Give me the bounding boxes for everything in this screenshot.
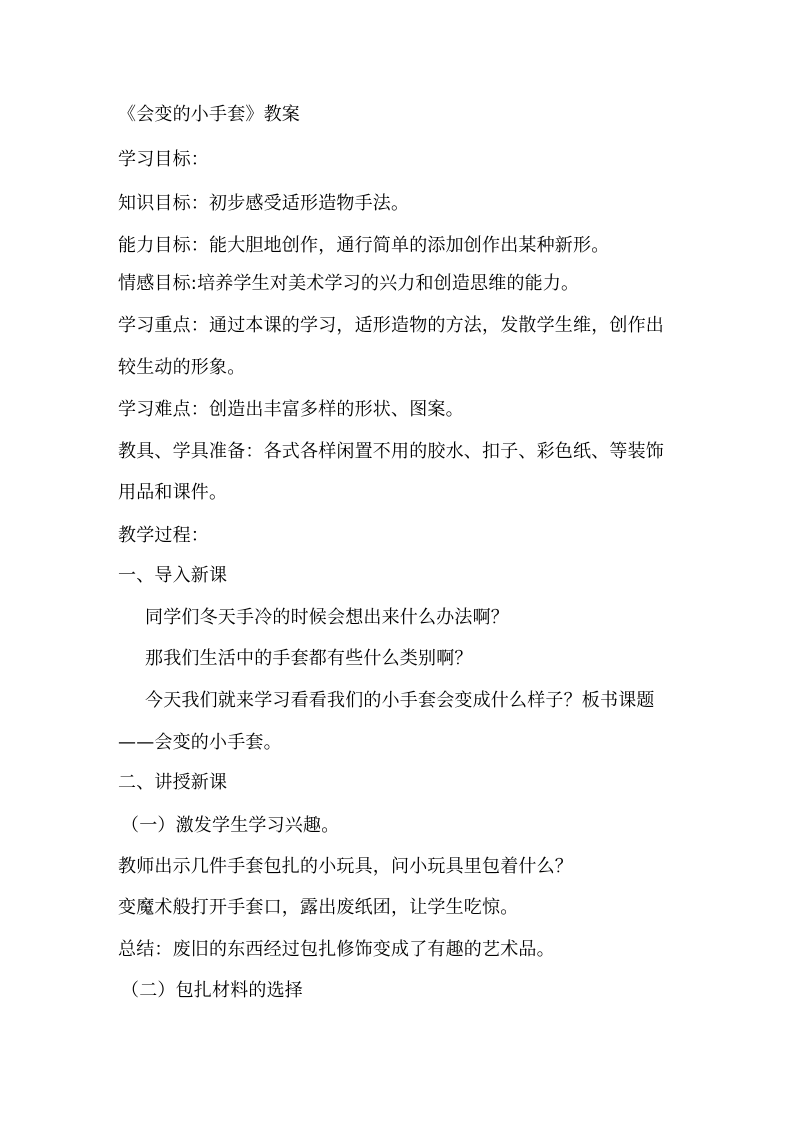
subsection-heading: （二）包扎材料的选择 bbox=[121, 980, 303, 1001]
paragraph-line: 用品和课件。 bbox=[118, 482, 228, 503]
section-heading: 一、导入新课 bbox=[118, 565, 228, 586]
section-heading: 教学过程： bbox=[118, 525, 209, 546]
section-heading: 二、讲授新课 bbox=[118, 772, 228, 793]
paragraph-line: 教师出示几件手套包扎的小玩具，问小玩具里包着什么？ bbox=[118, 856, 573, 877]
paragraph-line: 变魔术般打开手套口，露出废纸团，让学生吃惊。 bbox=[118, 897, 519, 918]
paragraph-line: 学习难点：创造出丰富多样的形状、图案。 bbox=[118, 399, 464, 420]
paragraph-line: 情感目标:培养学生对美术学习的兴力和创造思维的能力。 bbox=[118, 273, 580, 294]
section-heading: 学习目标： bbox=[118, 149, 209, 170]
paragraph-line: 今天我们就来学习看看我们的小手套会变成什么样子？板书课题 bbox=[145, 690, 655, 711]
document-title: 《会变的小手套》教案 bbox=[118, 104, 300, 125]
paragraph-line: 教具、学具准备：各式各样闲置不用的胶水、扣子、彩色纸、等装饰 bbox=[118, 441, 664, 462]
paragraph-line: 那我们生活中的手套都有些什么类别啊？ bbox=[145, 648, 473, 669]
paragraph-line: 能力目标：能大胆地创作，通行简单的添加创作出某种新形。 bbox=[118, 235, 610, 256]
paragraph-line: 总结：废旧的东西经过包扎修饰变成了有趣的艺术品。 bbox=[118, 939, 555, 960]
paragraph-line: 学习重点：通过本课的学习，适形造物的方法，发散学生维，创作出 bbox=[118, 315, 664, 336]
paragraph-line: 同学们冬天手冷的时候会想出来什么办法啊？ bbox=[145, 607, 509, 628]
paragraph-line: 知识目标：初步感受适形造物手法。 bbox=[118, 193, 410, 214]
paragraph-line: 较生动的形象。 bbox=[118, 357, 246, 378]
paragraph-line: ——会变的小手套。 bbox=[118, 732, 282, 753]
subsection-heading: （一）激发学生学习兴趣。 bbox=[121, 815, 340, 836]
